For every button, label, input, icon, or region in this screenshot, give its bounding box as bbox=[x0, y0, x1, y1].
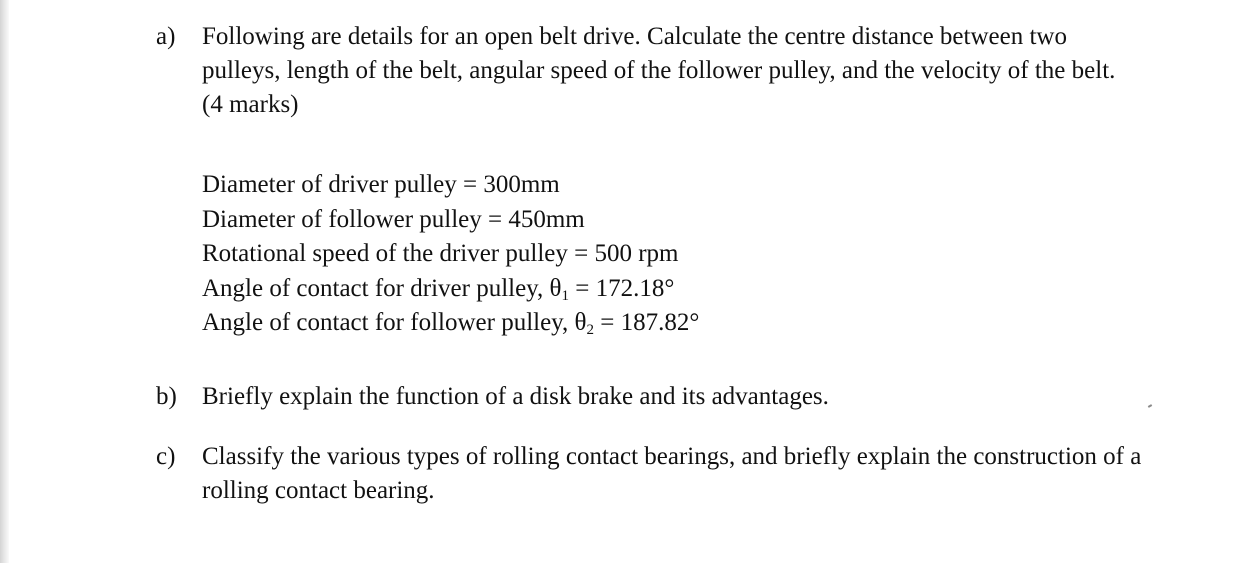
driver-angle-label: Angle of contact for driver pulley, θ bbox=[202, 274, 562, 302]
follower-angle-value: = 187.82° bbox=[594, 309, 700, 336]
question-c-line-1: Classify the various types of rolling contact bearings, and briefly explain the construction of a bbox=[202, 443, 1142, 470]
question-c-text bbox=[202, 440, 1212, 508]
question-a-line-2: pulleys, length of the belt, angular speed of the follower pulley, and the velocity of the belt. bbox=[202, 57, 1116, 84]
question-a-text bbox=[202, 20, 1212, 122]
question-b-line-1: Briefly explain the function of a disk brake and its advantages. bbox=[202, 383, 829, 410]
follower-angle bbox=[202, 306, 699, 341]
question-b-marker: b) bbox=[156, 383, 177, 410]
driver-angle bbox=[202, 272, 699, 307]
follower-diameter: Diameter of follower pulley = 450mm bbox=[202, 205, 585, 233]
driver-speed: Rotational speed of the driver pulley = 500 rpm bbox=[202, 240, 679, 267]
question-a-line-1: Following are details for an open belt drive. Calculate the centre distance between two bbox=[202, 23, 1067, 50]
driver-angle-value: = 172.18° bbox=[569, 274, 675, 302]
driver-diameter: Diameter of driver pulley = 300mm bbox=[202, 171, 560, 198]
follower-angle-label: Angle of contact for follower pulley, θ bbox=[202, 309, 587, 336]
question-a-marker: a) bbox=[156, 23, 176, 50]
page-edge-shadow bbox=[0, 0, 9, 563]
belt-drive-details bbox=[202, 168, 699, 341]
follower-angle-subscript: 2 bbox=[586, 322, 595, 338]
question-a-marks: (4 marks) bbox=[202, 91, 299, 118]
question-c-marker: c) bbox=[156, 443, 176, 470]
question-b-text bbox=[202, 380, 1212, 414]
question-c-line-2: rolling contact bearing. bbox=[202, 477, 435, 504]
driver-angle-subscript: 1 bbox=[561, 287, 570, 304]
